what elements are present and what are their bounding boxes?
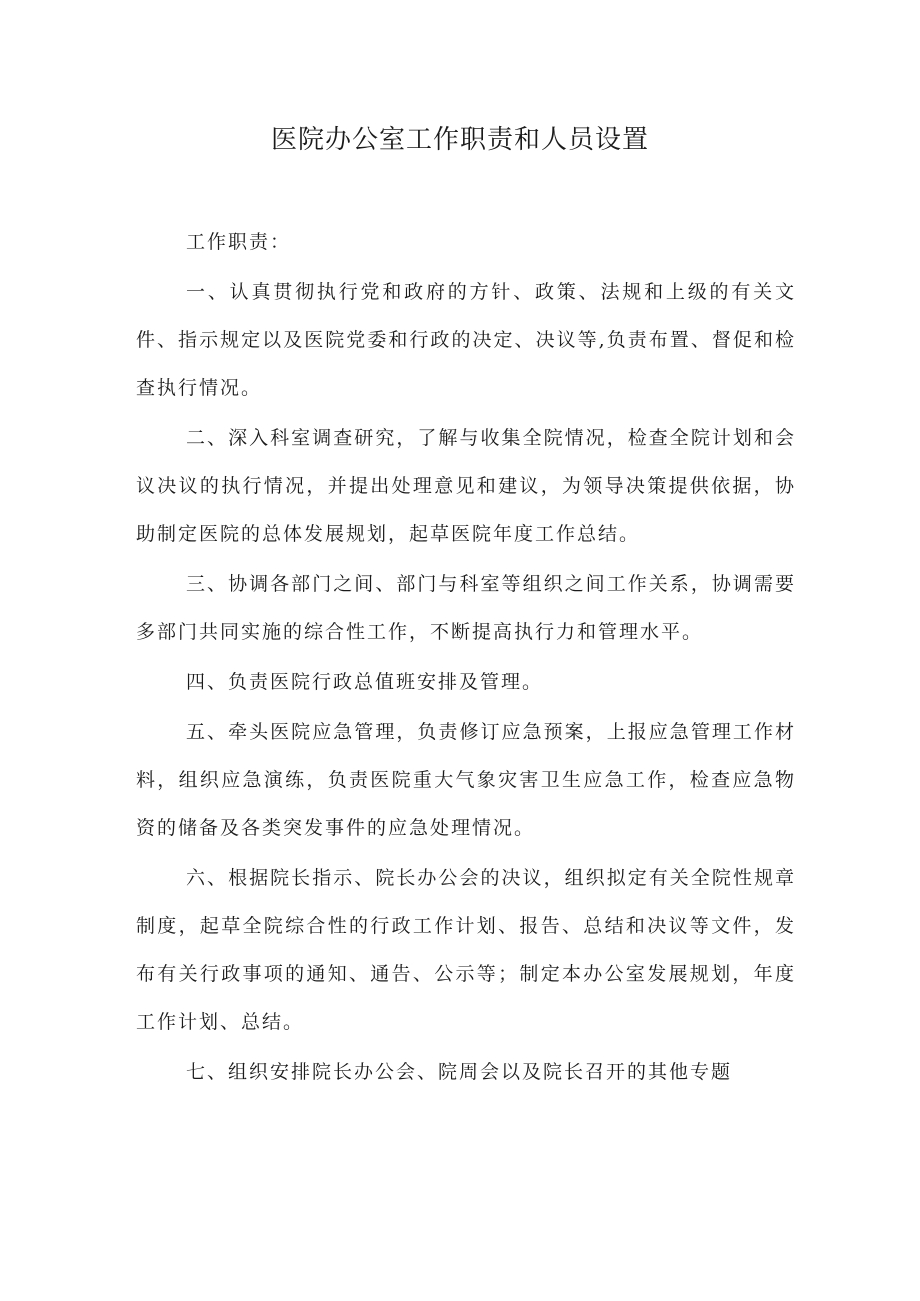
paragraph-2: 二、深入科室调查研究，了解与收集全院情况，检查全院计划和会议决议的执行情况，并提出处理意见和建议，为领导决策提供依据，协助制定医院的总体发展规划，起草医院年度工作总结。 [136,427,796,545]
paragraph-6: 六、根据院长指示、院长办公会的决议，组织拟定有关全院性规章制度，起草全院综合性的行政工作计划、报告、总结和决议等文件，发布有关行政事项的通知、通告、公示等；制定本办公室发展规划，年度工作计划、总结。 [136,867,796,1033]
paragraph-5: 五、牵头医院应急管理，负责修订应急预案，上报应急管理工作材料，组织应急演练，负责医院重大气象灾害卫生应急工作，检查应急物资的储备及各类突发事件的应急处理情况。 [136,721,796,839]
paragraph-1: 一、认真贯彻执行党和政府的方针、政策、法规和上级的有关文件、指示规定以及医院党委和行政的决定、决议等,负责布置、督促和检查执行情况。 [136,281,796,399]
section-heading: 工作职责： [186,231,292,253]
paragraph-7: 七、组织安排院长办公会、院周会以及院长召开的其他专题 [186,1061,733,1083]
document-body [136,218,796,1096]
paragraph-3: 三、协调各部门之间、部门与科室等组织之间工作关系，协调需要多部门共同实施的综合性工作，不断提高执行力和管理水平。 [136,573,796,643]
paragraph-4: 四、负责医院行政总值班安排及管理。 [186,671,544,693]
document-title: 医院办公室工作职责和人员设置 [270,125,649,155]
